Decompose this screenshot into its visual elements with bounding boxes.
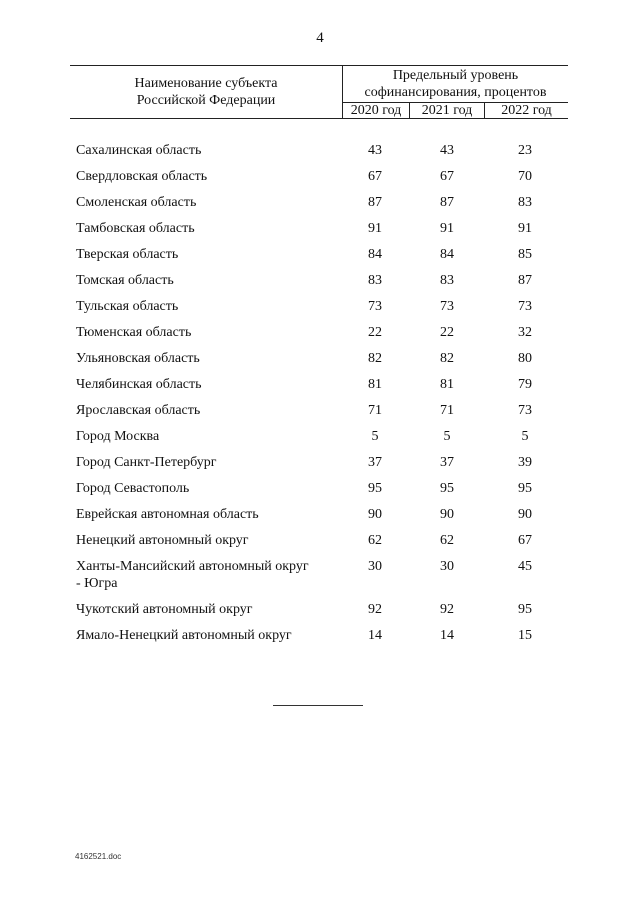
value-2020: 22 (368, 325, 382, 340)
table-row (76, 600, 576, 626)
value-2020: 43 (368, 143, 382, 158)
value-2020: 91 (368, 221, 382, 236)
header-bottom-rule (70, 118, 568, 119)
table-row (76, 453, 576, 479)
value-2021: 37 (440, 455, 454, 470)
table-row (76, 271, 576, 297)
table-row (76, 375, 576, 401)
header-subject-name (70, 65, 342, 119)
region-name: Ульяновская область (76, 351, 200, 366)
table-row (76, 323, 576, 349)
value-2022: 95 (518, 481, 532, 496)
value-2021: 22 (440, 325, 454, 340)
value-2021: 91 (440, 221, 454, 236)
header-subject-line2: Российской Федерации (136, 93, 276, 108)
value-2020: 81 (368, 377, 382, 392)
region-name: Тульская область (76, 299, 179, 314)
value-2021: 71 (440, 403, 454, 418)
value-2020: 84 (368, 247, 382, 262)
region-name: Еврейская автономная область (76, 507, 259, 522)
header-cofinancing-level (343, 67, 568, 101)
region-name: Город Севастополь (76, 481, 190, 496)
table-row (76, 427, 576, 453)
value-2022: 73 (518, 403, 532, 418)
value-2020: 37 (368, 455, 382, 470)
header-year-2021: 2021 год (421, 103, 473, 118)
region-name: Тверская область (76, 247, 179, 262)
value-2021: 83 (440, 273, 454, 288)
region-name: Смоленская область (76, 195, 197, 210)
region-name: Ненецкий автономный округ (76, 533, 249, 548)
value-2020: 95 (368, 481, 382, 496)
value-2020: 90 (368, 507, 382, 522)
value-2022: 39 (518, 455, 532, 470)
header-level-line2: софинансирования, процентов (364, 85, 547, 100)
value-2022: 91 (518, 221, 532, 236)
value-2020: 14 (368, 628, 382, 643)
value-2022: 32 (518, 325, 532, 340)
value-2020: 82 (368, 351, 382, 366)
value-2020: 73 (368, 299, 382, 314)
region-name: Ямало-Ненецкий автономный округ (76, 628, 292, 643)
header-year-2020: 2020 год (350, 103, 402, 118)
value-2021: 73 (440, 299, 454, 314)
header-subject-line1: Наименование субъекта (134, 76, 278, 91)
value-2021: 43 (440, 143, 454, 158)
value-2020: 5 (371, 429, 379, 444)
value-2021: 14 (440, 628, 454, 643)
document-reference: 4162521.doc (75, 852, 122, 861)
table-row (76, 557, 576, 600)
table-row (76, 141, 576, 167)
region-name: Город Санкт-Петербург (76, 455, 217, 470)
table-row (76, 401, 576, 427)
table-row (76, 193, 576, 219)
page-number: 4 (316, 30, 324, 46)
region-name: Город Москва (76, 429, 160, 444)
value-2022: 67 (518, 533, 532, 548)
table-row (76, 626, 576, 652)
table-header (70, 65, 568, 119)
value-2021: 84 (440, 247, 454, 262)
end-of-table-rule (273, 705, 363, 706)
value-2020: 67 (368, 169, 382, 184)
region-name: Ярославская область (76, 403, 201, 418)
value-2022: 87 (518, 273, 532, 288)
value-2021: 82 (440, 351, 454, 366)
value-2022: 95 (518, 602, 532, 617)
value-2021: 95 (440, 481, 454, 496)
region-name: Сахалинская область (76, 143, 202, 158)
value-2020: 30 (368, 559, 382, 574)
value-2021: 5 (443, 429, 451, 444)
table-row (76, 505, 576, 531)
region-name: Свердловская область (76, 169, 208, 184)
value-2021: 62 (440, 533, 454, 548)
table-row (76, 531, 576, 557)
region-name: Ханты-Мансийский автономный округ - Югра (76, 559, 309, 591)
value-2022: 70 (518, 169, 532, 184)
region-name: Томская область (76, 273, 174, 288)
region-name: Тюменская область (76, 325, 192, 340)
value-2022: 45 (518, 559, 532, 574)
table-row (76, 167, 576, 193)
value-2020: 83 (368, 273, 382, 288)
table-row (76, 349, 576, 375)
value-2020: 71 (368, 403, 382, 418)
table-body (76, 141, 576, 652)
value-2022: 15 (518, 628, 532, 643)
region-name: Тамбовская область (76, 221, 195, 236)
region-name: Чукотский автономный округ (76, 602, 253, 617)
value-2022: 85 (518, 247, 532, 262)
value-2020: 92 (368, 602, 382, 617)
value-2021: 81 (440, 377, 454, 392)
value-2021: 92 (440, 602, 454, 617)
region-name: Челябинская область (76, 377, 202, 392)
value-2022: 5 (521, 429, 529, 444)
value-2020: 87 (368, 195, 382, 210)
table-row (76, 245, 576, 271)
value-2021: 90 (440, 507, 454, 522)
table-row (76, 219, 576, 245)
value-2020: 62 (368, 533, 382, 548)
value-2021: 67 (440, 169, 454, 184)
value-2022: 73 (518, 299, 532, 314)
value-2022: 80 (518, 351, 532, 366)
value-2022: 23 (518, 143, 532, 158)
header-level-line1: Предельный уровень (392, 68, 519, 83)
value-2021: 30 (440, 559, 454, 574)
value-2021: 87 (440, 195, 454, 210)
table-row (76, 297, 576, 323)
value-2022: 83 (518, 195, 532, 210)
value-2022: 90 (518, 507, 532, 522)
table-row (76, 479, 576, 505)
header-year-2022: 2022 год (501, 103, 552, 118)
value-2022: 79 (518, 377, 532, 392)
